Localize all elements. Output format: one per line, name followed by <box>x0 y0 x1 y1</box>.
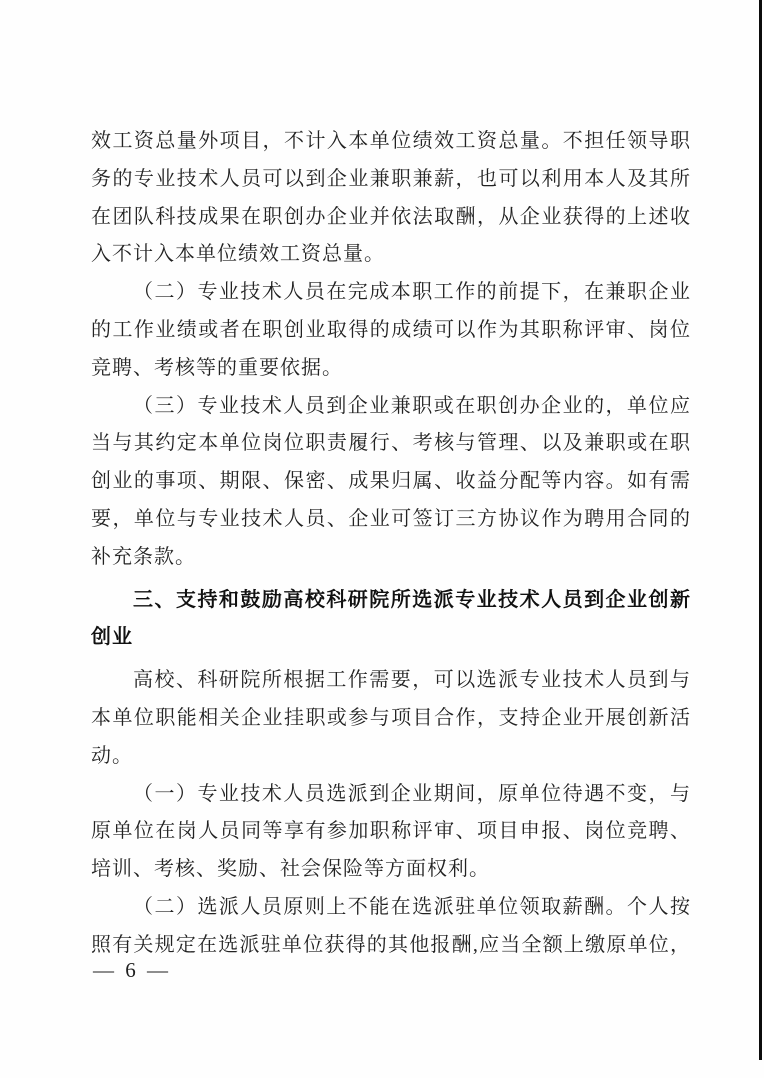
text-line-14: 创业 <box>91 626 133 649</box>
text-line-11: 要，单位与专业技术人员、企业可签订三方协议作为聘用合同的 <box>91 507 691 530</box>
text-line-2: 务的专业技术人员可以到企业兼职兼薪，也可以利用本人及其所 <box>91 167 691 190</box>
text-line-12: 补充条款。 <box>91 545 196 568</box>
text-line-13: 三、支持和鼓励高校科研院所选派专业技术人员到企业创新 <box>133 588 691 611</box>
text-line-8: （三）专业技术人员到企业兼职或在职创办企业的，单位应 <box>133 394 691 417</box>
text-line-17: 动。 <box>91 744 133 767</box>
text-line-19: 原单位在岗人员同等享有参加职称评审、项目申报、岗位竞聘、 <box>91 820 691 843</box>
text-line-18: （一）专业技术人员选派到企业期间，原单位待遇不变，与 <box>133 782 691 805</box>
text-line-1: 效工资总量外项目，不计入本单位绩效工资总量。不担任领导职 <box>91 130 691 152</box>
text-line-10: 创业的事项、期限、保密、成果归属、收益分配等内容。如有需 <box>91 470 691 493</box>
text-line-5: （二）专业技术人员在完成本职工作的前提下，在兼职企业 <box>133 281 691 304</box>
document-body <box>91 123 691 965</box>
text-line-9: 当与其约定本单位岗位职责履行、考核与管理、以及兼职或在职 <box>91 432 691 455</box>
text-line-15: 高校、科研院所根据工作需要，可以选派专业技术人员到与 <box>133 669 691 692</box>
text-line-16: 本单位职能相关企业挂职或参与项目合作，支持企业开展创新活 <box>91 706 691 729</box>
text-line-6: 的工作业绩或者在职创业取得的成绩可以作为其职称评审、岗位 <box>91 318 691 341</box>
page-number: — 6 — <box>93 958 171 982</box>
text-line-4: 入不计入本单位绩效工资总量。 <box>91 243 385 266</box>
scan-edge-artifact <box>759 0 762 1060</box>
text-line-20: 培训、考核、奖励、社会保险等方面权利。 <box>91 858 490 881</box>
text-line-7: 竞聘、考核等的重要依据。 <box>91 356 343 379</box>
text-line-21: （二）选派人员原则上不能在选派驻单位领取薪酬。个人按 <box>133 895 691 918</box>
text-line-3: 在团队科技成果在职创办企业并依法取酬，从企业获得的上述收 <box>91 205 691 228</box>
text-line-22: 照有关规定在选派驻单位获得的其他报酬,应当全额上缴原单位， <box>91 933 691 956</box>
